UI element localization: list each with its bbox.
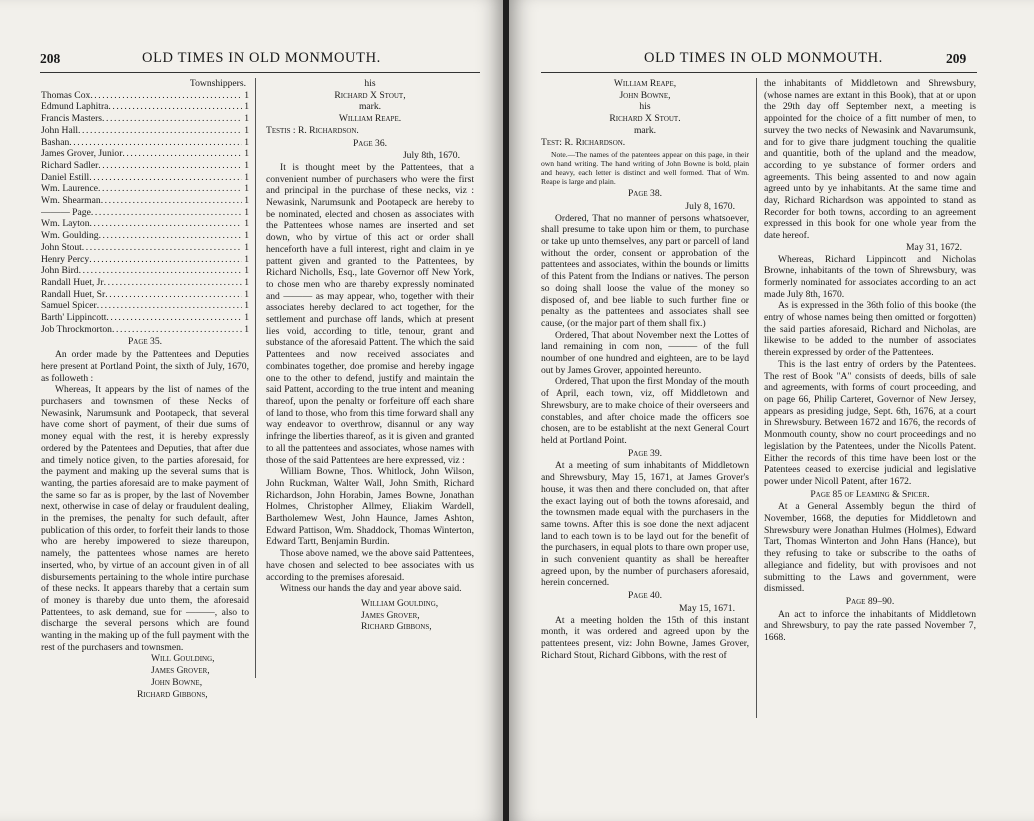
page-number: 208 xyxy=(40,51,61,66)
townshipper-name: Wm. Laurence xyxy=(41,183,98,195)
signature-line: John Bowne, xyxy=(619,89,671,101)
signature-line: his xyxy=(364,78,376,89)
date-line: July 8th, 1670. xyxy=(402,150,460,162)
townshipper-count: 1 xyxy=(244,276,249,288)
townshipper-name: Thomas Cox xyxy=(41,89,91,101)
townshipper-row xyxy=(41,113,249,125)
townshipper-row xyxy=(41,242,249,254)
paragraph: Ordered, That about November next the Lottes of land remaining in com non, ——— of the full noumber of one hundred and eighteen, are to be layd out by James Grover, appointed hereunto. xyxy=(541,329,749,376)
townshipper-row xyxy=(41,160,249,172)
townshipper-name: Randall Huet, Sr xyxy=(41,288,106,300)
townshipper-row xyxy=(41,324,249,336)
townshipper-name: Job Throckmorton xyxy=(41,323,112,335)
header-rule xyxy=(40,72,480,73)
dot-leader xyxy=(105,289,242,301)
townshipper-name: Barth' Lippincott xyxy=(41,312,107,324)
townshipper-name: Henry Percy xyxy=(41,253,90,265)
townshipper-name: James Grover, Junior xyxy=(41,148,123,160)
date-line: July 8, 1670. xyxy=(685,200,735,212)
townshipper-count: 1 xyxy=(244,206,249,218)
townshipper-count: 1 xyxy=(244,171,249,183)
signature: James Grover, xyxy=(151,665,210,677)
townshipper-row xyxy=(41,125,249,137)
townshipper-count: 1 xyxy=(244,89,249,101)
paragraph: Witness our hands the day and year above said. xyxy=(280,583,462,595)
date-line: May 15, 1671. xyxy=(679,602,735,614)
townshipper-name: John Stout xyxy=(41,241,82,253)
townshipper-name: Francis Masters xyxy=(41,113,103,125)
paragraph: This is the last entry of orders by the Patentees. The rest of Book "A" consists of deeds, bills of sale and agreements, with forms of court proceeding, and on page 66, Philip Carteret, Governor of New Jersey, appears as presiding judge, Sept. 6th, 1676, at a court in Shrewsbury. Between 1672 and 1676, the records of Monmouth county, show no court proceedings and no legislation by the Patentees, under the Nicolls Patent. Either the records of this time have been lost or the Patentees ceased to exercise judicial and legislative power under Nicoll Patent, after 1672. xyxy=(764,358,976,487)
signature-line: William Reape. xyxy=(338,113,402,125)
dot-leader xyxy=(79,265,243,277)
right-page xyxy=(509,0,1034,821)
section-heading: Page 35. xyxy=(127,336,163,348)
townshipper-count: 1 xyxy=(244,288,249,300)
townshipper-count: 1 xyxy=(244,183,249,195)
townshipper-count: 1 xyxy=(244,113,249,125)
townshipper-row xyxy=(41,137,249,149)
townshipper-name: John Bird xyxy=(41,265,79,277)
paragraph: It is thought meet by the Pattentees, that a convenient number of purchasers who were the first and principal in the purchase of these necks, viz : Newasink, Narumsunk and Pootapeck are hereby to be nominated, elected and chosen as associates with the Pattentees whose names are inserted and set down, who by virtue of this act or order shall henceforth have a full interest, right and claim in ye pattent given and granted to the Pattentees, by Richard Nicholls, Esq., late Governor off New York, to chose men who are thareby expressly nominated and ——— as may appear, who, together with their associates hereby declared to act together, for the settlement and purchase off lands, which at present lies void, according to title, tenour, grant and substance of the aforesaid Pattent. The which the said Pattentees and now received associates and combinates together, doe promise and hereby ingage one to the other to defend, justify and maintain the said Pattent, according to the true intent and meaning thareof, upon the penalty or forfeiture off each share of land to those, who from this time forward shall any way endeavor to overthrow, disannul or any way infringe the liberties thareof, as it is given and granted to all the pattentees and associates, whose names with those of the said Pattentees are here expressed, viz : xyxy=(266,161,474,466)
section-heading: Page 36. xyxy=(352,137,388,149)
townshipper-count: 1 xyxy=(244,218,249,230)
paragraph: At a General Assembly begun the third of November, 1668, the deputies for Middletown and Shrewsbury were Jonathan Hulmes (Holmes), Edward Tart, Thomas Winterton and John Hans (Hance), but they refusing to take or subscribe to the oaths of allegiance and fidelity, but with provisoes and not submitting to the Laws and government, were dismissed. xyxy=(764,501,976,595)
section-heading: Page 38. xyxy=(627,188,663,200)
signature: William Goulding, xyxy=(361,597,439,609)
column-divider xyxy=(255,78,256,678)
townshipper-name: Richard Sadler xyxy=(41,159,99,171)
paragraph: Ordered, That upon the first Monday of the mouth of April, each town, viz, off Middletown and Shrewsbury, are to make choice of their overseers and constables, and after choice made the officers soe chosen, are to be establisht at the next General Court held at Portland Point. xyxy=(541,376,749,446)
section-heading: Page 89–90. xyxy=(845,595,895,607)
dot-leader xyxy=(99,230,243,242)
townshipper-row xyxy=(41,265,249,277)
left-column-2 xyxy=(266,78,474,633)
dot-leader xyxy=(101,195,243,207)
signature: John Bowne, xyxy=(151,676,203,688)
townshipper-count: 1 xyxy=(244,159,249,171)
signature-line: his xyxy=(639,101,651,113)
signature-line: Richard X Stout. xyxy=(609,113,681,125)
townshipper-name: ——— Page xyxy=(41,206,91,218)
townshipper-count: 1 xyxy=(244,241,249,253)
townshippers-label: Townshippers. xyxy=(189,78,246,89)
paragraph: William Bowne, Thos. Whitlock, John Wilson, John Ruckman, Walter Wall, John Smith, Richard Richardson, John Horabin, James Bowne, Jonathan Holmes, Christopher Allmey, Eliakim Wardell, Bartholemew West, John Haunce, James Ashton, Edward Pattison, Wm. Shaddock, Thomas Winterton, Edward Tartt, Benjamin Burdin. xyxy=(266,466,474,548)
dot-leader xyxy=(108,101,242,113)
footnote: Note.—The names of the patentees appear on this page, in their own hand writing. The hand writing of John Bowne is bold, plain and heavy, each letter is distinct and well formed. That of Wm. Reape is large and plain. xyxy=(541,150,749,187)
paragraph: Whereas, Richard Lippincott and Nicholas Browne, inhabitants of the town of Shrewsbury, was formerly nominated for associates according to an act made July 8th, 1670. xyxy=(764,253,976,300)
dot-leader xyxy=(98,183,242,195)
signature-line: Richard X Stout, xyxy=(334,89,406,101)
dot-leader xyxy=(112,324,242,336)
townshipper-count: 1 xyxy=(244,124,249,136)
paragraph: At a meeting holden the 15th of this instant month, it was ordered and agreed upon by the pattentees present, viz: John Bowne, James Grover, Richard Stout, Richard Gibbons, with the rest of xyxy=(541,614,749,661)
dot-leader xyxy=(90,90,242,102)
signature: James Grover, xyxy=(361,609,420,621)
section-heading: Page 39. xyxy=(627,447,663,459)
townshipper-row xyxy=(41,101,249,113)
dot-leader xyxy=(98,160,242,172)
right-column-1 xyxy=(541,78,749,661)
page-number: 209 xyxy=(946,51,967,66)
signature-line: William Reape, xyxy=(613,78,677,89)
header-rule xyxy=(541,72,977,73)
townshipper-count: 1 xyxy=(244,323,249,335)
testis-line: Testis : R. Richardson. xyxy=(266,124,359,136)
dot-leader xyxy=(122,148,242,160)
left-column-1 xyxy=(41,78,249,700)
townshipper-row xyxy=(41,183,249,195)
townshipper-row xyxy=(41,254,249,266)
townshipper-row xyxy=(41,148,249,160)
townshipper-name: Randall Huet, Jr xyxy=(41,276,104,288)
townshipper-name: John Hall xyxy=(41,124,79,136)
townshipper-count: 1 xyxy=(244,312,249,324)
signature: Will Goulding, xyxy=(151,653,215,665)
dot-leader xyxy=(90,218,243,230)
dot-leader xyxy=(104,277,243,289)
townshipper-count: 1 xyxy=(244,230,249,242)
paragraph: Those above named, we the above said Pattentees, have chosen and selected to bee associates with us according to the premises aforesaid. xyxy=(266,548,474,583)
paragraph: the inhabitants of Middletown and Shrewsbury, (whose names are extant in this Book), that at or upon the 29th day off September next, a meeting is appointed for the choice of a fitt number of men, to survey the two necks of Newasink and Navarumsunk, and for to give thare judgment touching the qualitie and quantitie, both of the upland and the meadow, according to ye substance of former orders and agreements. This being assented to and now again agreed unto by ye inhabitants. At the same time and day, Richard Richardson was appointed to stand as Recorder for both towns, according to an agreement expressed in this book for one whole year from the date hereof. xyxy=(764,78,976,242)
townshipper-count: 1 xyxy=(244,136,249,148)
section-heading: Page 40. xyxy=(627,590,663,602)
townshipper-row xyxy=(41,300,249,312)
dot-leader xyxy=(82,242,242,254)
townshipper-name: Daniel Estill xyxy=(41,171,90,183)
paragraph: An order made by the Pattentees and Deputies here present at Portland Point, the sixth of July, 1670, as followeth : xyxy=(41,349,249,384)
townshipper-count: 1 xyxy=(244,253,249,265)
townshipper-row xyxy=(41,312,249,324)
townshipper-count: 1 xyxy=(244,265,249,277)
signature-line: mark. xyxy=(358,101,382,113)
townshipper-name: Wm. Shearman xyxy=(41,195,101,207)
column-divider xyxy=(756,78,757,718)
townshipper-name: Bashan xyxy=(41,136,70,148)
townshipper-count: 1 xyxy=(244,148,249,160)
townshipper-count: 1 xyxy=(244,300,249,312)
dot-leader xyxy=(102,113,242,125)
dot-leader xyxy=(89,172,242,184)
townshipper-row xyxy=(41,230,249,242)
dot-leader xyxy=(97,300,243,312)
signature: Richard Gibbons, xyxy=(137,688,208,700)
test-line: Test: R. Richardson. xyxy=(541,136,626,148)
townshipper-row xyxy=(41,172,249,184)
townshipper-row xyxy=(41,195,249,207)
townshipper-row xyxy=(41,207,249,219)
townshipper-name: Wm. Goulding xyxy=(41,230,99,242)
left-page xyxy=(0,0,503,821)
running-header: OLD TIMES IN OLD MONMOUTH. xyxy=(644,50,883,66)
dot-leader xyxy=(91,207,242,219)
townshipper-row xyxy=(41,90,249,102)
townshipper-row xyxy=(41,289,249,301)
paragraph: As is expressed in the 36th folio of this booke (the entry of whose names being then omitted or forgotten) the said parties aforesaid, Richard and Nicholas, are likewise to be added to the number of associates therein expressed by order of the Pattentees. xyxy=(764,300,976,359)
paragraph: At a meeting of sum inhabitants of Middletown and Shrewsbury, May 15, 1671, at James Grover's house, it was then and there concluded on, that after the exact laying out of both the towns aforesaid, and the townsmen made equal with the purchasers in the same towns. After this is soe done the next adjacent land to each town is to be layd out for the benefit of the purchasers, in equal plots to thare own proper use, in such convenient quantity as shall be hereafter agreed upon, by the number of purchasers aforesaid, herein concerned. xyxy=(541,460,749,589)
signature: Richard Gibbons, xyxy=(361,621,432,633)
dot-leader xyxy=(89,254,242,266)
paragraph: Ordered, That no manner of persons whatsoever, shall presume to take upon him or them, to purchase or take up unto themselves, any part or parcell of land without the order, consent or approbation of the pattentees and associates, within the bounds or limitts of this Patent from the Indians or natives. The person so doing shall loose the value of the money so disposed of, and bee liable to such further fine or penalty as the pattentees and associates shall see cause, (or the major part of them shall fix.) xyxy=(541,212,749,329)
townshipper-row xyxy=(41,218,249,230)
dot-leader xyxy=(106,312,242,324)
signature-line: mark. xyxy=(633,124,657,136)
townshipper-name: Samuel Spicer xyxy=(41,300,97,312)
date-line: May 31, 1672. xyxy=(906,241,962,253)
townshipper-name: Wm. Layton xyxy=(41,218,90,230)
paragraph: An act to inforce the inhabitants of Middletown and Shrewsbury, to pay the rate passed November 7, 1668. xyxy=(764,608,976,644)
townshippers-list xyxy=(41,90,249,336)
running-header: OLD TIMES IN OLD MONMOUTH. xyxy=(142,50,381,66)
townshipper-name: Edmund Laphitra xyxy=(41,101,109,113)
section-heading: Page 85 of Leaming & Spicer. xyxy=(810,488,930,500)
right-column-2 xyxy=(764,78,976,644)
paragraph: Whereas, It appears by the list of names of the purchasers and townsmen of these Necks of Newasink, Narumsunk and Pootapeck, that several have come short of payment, of their due sums of money equal with the rest, it is hereby expressly ordered by the Patentees and Deputies, that after due and timely notice given, to the parties aforesaid, for the payment and making up the several sums that is wanting, the parties aforesaid are to make payment of the same so far as is proper, by the last of November next, otherwise in case of delay or fraudulent dealing, in the premises, the penalty for such default, after publication of this order, to forfeit their lands to those who are hereby impowered to sieze thareupon, namely, the pattentees whose names are hereto inserted, who, by virtue of an account given in of all disbursements pertaining to the whole intire purchase of these necks. It appears thareby that a certain sum of money is thareby due unto them, the aforesaid Pattentees, to ask demand, sue for ———, also to discharge the several persons which are found wanting in the making up of the full payment with the rest of the purchasers and townsmen. xyxy=(41,384,249,653)
townshipper-count: 1 xyxy=(244,195,249,207)
townshipper-count: 1 xyxy=(244,101,249,113)
townshipper-row xyxy=(41,277,249,289)
dot-leader xyxy=(69,137,242,149)
dot-leader xyxy=(78,125,242,137)
